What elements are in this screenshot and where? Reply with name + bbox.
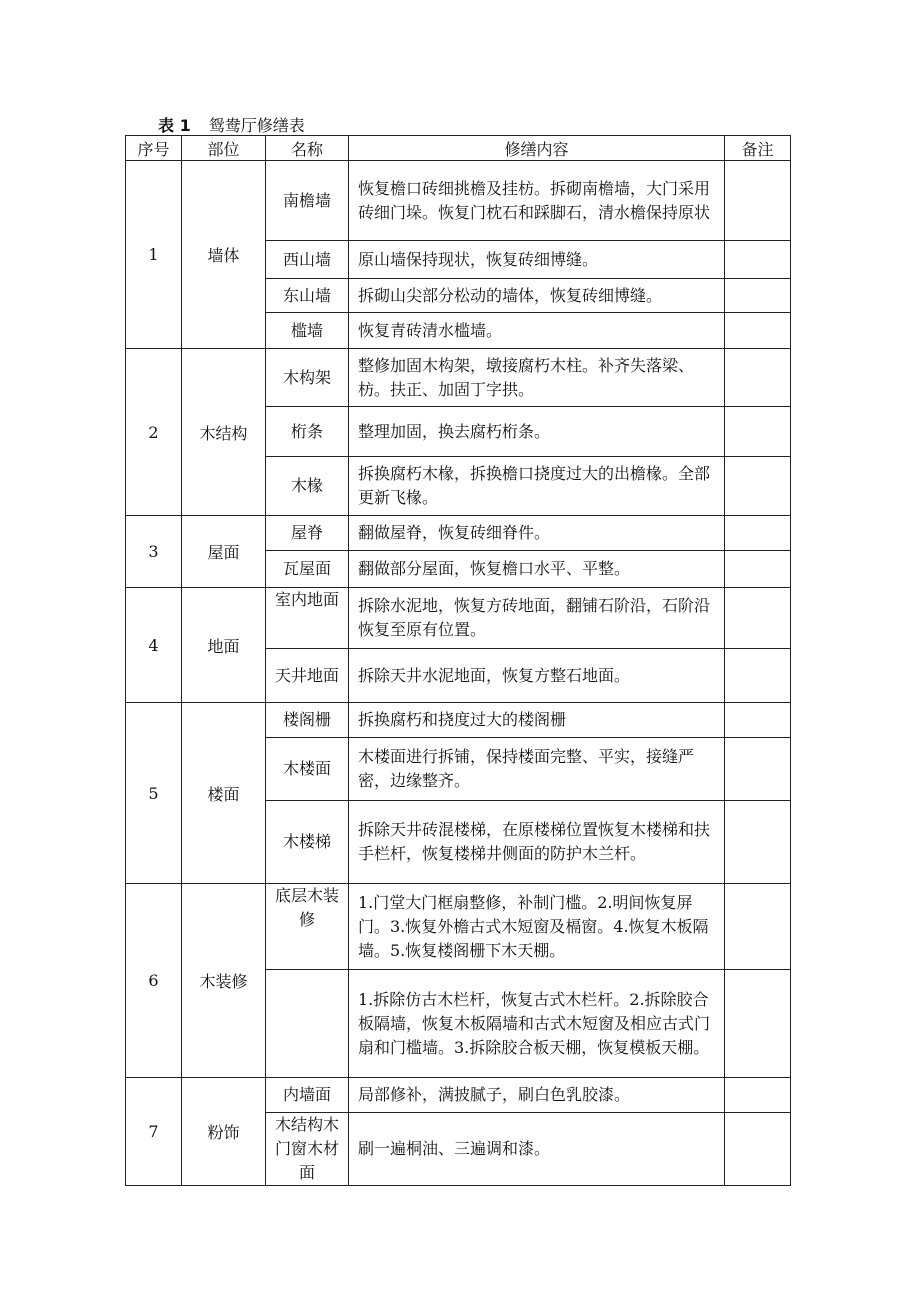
caption-title: 鸳鸯厅修缮表 [208,116,305,135]
cell-note [725,349,791,407]
cell-seq: 3 [126,516,182,588]
cell-name: 木楼梯 [266,801,349,884]
cell-name: 楼阁栅 [266,703,349,738]
cell-content: 拆换腐朽木椽，拆换檐口挠度过大的出檐椽。全部更新飞椽。 [349,457,725,516]
cell-part: 粉饰 [182,1078,266,1186]
cell-name: 西山墙 [266,241,349,279]
cell-name: 底层木装修 [266,884,349,970]
cell-content: 1.拆除仿古木栏杆，恢复古式木栏杆。2.拆除胶合板隔墙，恢复木板隔墙和古式木短窗及相应古式门扇和门槛墙。3.拆除胶合板天棚，恢复模板天棚。 [349,970,725,1078]
table-row [126,703,791,738]
cell-seq: 2 [126,349,182,516]
cell-content: 拆砌山尖部分松动的墙体，恢复砖细博缝。 [349,279,725,313]
cell-note [725,884,791,970]
cell-seq: 4 [126,588,182,703]
cell-name: 槛墙 [266,313,349,349]
table-caption [158,113,305,136]
cell-note [725,738,791,801]
cell-name: 木椽 [266,457,349,516]
cell-content: 拆除天井水泥地面，恢复方整石地面。 [349,649,725,703]
table-row [126,161,791,241]
header-seq: 序号 [126,136,182,161]
cell-seq: 1 [126,161,182,349]
cell-note [725,279,791,313]
cell-name: 天井地面 [266,649,349,703]
cell-content: 拆除水泥地，恢复方砖地面，翻铺石阶沿，石阶沿恢复至原有位置。 [349,588,725,649]
cell-part: 屋面 [182,516,266,588]
header-note: 备注 [725,136,791,161]
cell-name: 南檐墙 [266,161,349,241]
cell-name: 内墙面 [266,1078,349,1113]
cell-note [725,1113,791,1186]
cell-seq: 6 [126,884,182,1078]
cell-note [725,241,791,279]
table-row [126,588,791,649]
cell-name: 室内地面 [266,588,349,649]
table-body [126,161,791,1186]
cell-content: 整修加固木构架，墩接腐朽木柱。补齐失落梁、枋。扶正、加固丁字拱。 [349,349,725,407]
cell-name: 屋脊 [266,516,349,551]
cell-content: 拆换腐朽和挠度过大的楼阁栅 [349,703,725,738]
cell-name: 木构架 [266,349,349,407]
cell-name: 东山墙 [266,279,349,313]
cell-name: 木楼面 [266,738,349,801]
cell-content: 木楼面进行拆铺，保持楼面完整、平实，接缝严密，边缘整齐。 [349,738,725,801]
cell-note [725,516,791,551]
cell-note [725,649,791,703]
cell-note [725,588,791,649]
table-header-row [126,136,791,161]
cell-content: 翻做部分屋面，恢复檐口水平、平整。 [349,551,725,588]
table-row [126,1078,791,1113]
cell-seq: 7 [126,1078,182,1186]
cell-name: 桁条 [266,407,349,457]
cell-name: 瓦屋面 [266,551,349,588]
cell-note [725,551,791,588]
cell-content: 恢复檐口砖细挑檐及挂枋。拆砌南檐墙，大门采用砖细门垛。恢复门枕石和踩脚石，清水檐保持原状 [349,161,725,241]
cell-note [725,1078,791,1113]
table-row [126,516,791,551]
cell-content: 1.门堂大门框扇整修，补制门槛。2.明间恢复屏门。3.恢复外檐古式木短窗及槅窗。4.恢复木板隔墙。5.恢复楼阁栅下木天棚。 [349,884,725,970]
header-content: 修缮内容 [349,136,725,161]
cell-part: 地面 [182,588,266,703]
table-row [126,884,791,970]
caption-number: 表 1 [158,116,191,135]
cell-content: 翻做屋脊，恢复砖细脊件。 [349,516,725,551]
cell-note [725,407,791,457]
cell-content: 原山墙保持现状，恢复砖细博缝。 [349,241,725,279]
cell-part: 木结构 [182,349,266,516]
table-row [126,349,791,407]
cell-note [725,161,791,241]
header-part: 部位 [182,136,266,161]
cell-content: 拆除天井砖混楼梯，在原楼梯位置恢复木楼梯和扶手栏杆，恢复楼梯井侧面的防护木兰杆。 [349,801,725,884]
cell-name [266,970,349,1078]
cell-seq: 5 [126,703,182,884]
cell-note [725,703,791,738]
cell-part: 木装修 [182,884,266,1078]
cell-note [725,801,791,884]
cell-part: 墙体 [182,161,266,349]
cell-content: 局部修补，满披腻子，刷白色乳胶漆。 [349,1078,725,1113]
cell-content: 刷一遍桐油、三遍调和漆。 [349,1113,725,1186]
cell-content: 整理加固，换去腐朽桁条。 [349,407,725,457]
cell-part: 楼面 [182,703,266,884]
cell-name: 木结构木门窗木材面 [266,1113,349,1186]
cell-content: 恢复青砖清水槛墙。 [349,313,725,349]
cell-note [725,970,791,1078]
cell-note [725,457,791,516]
cell-note [725,313,791,349]
repair-table [125,135,791,1186]
header-name: 名称 [266,136,349,161]
